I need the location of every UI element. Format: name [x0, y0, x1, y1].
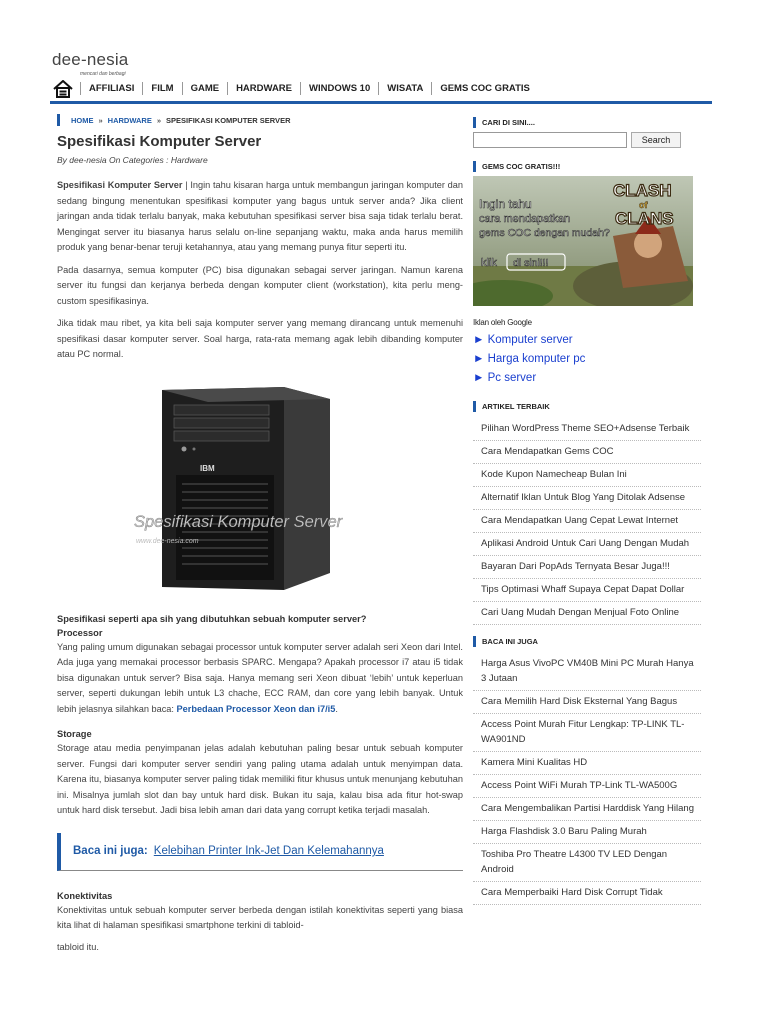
nav-item-affiliasi[interactable]: AFFILIASI: [80, 82, 142, 95]
main-nav: [50, 76, 712, 104]
baca-item[interactable]: Access Point Murah Fitur Lengkap: TP-LINK TL-WA901ND: [473, 714, 701, 752]
image-watermark: www.dee-nesia.com: [136, 537, 199, 545]
gems-widget-title: GEMS COC GRATIS!!!: [473, 160, 703, 172]
svg-text:CLANS: CLANS: [615, 209, 674, 228]
image-brand: IBM: [200, 463, 215, 473]
konektivitas-tail: tabloid itu.: [57, 941, 99, 952]
search-input[interactable]: [473, 132, 627, 148]
google-ad-link[interactable]: ► Harga komputer pc: [473, 353, 586, 365]
article: [57, 113, 463, 955]
paragraph-3: Jika tidak mau ribet, ya kita beli saja komputer server yang memang dirancang untuk memenuhi spesifikasi dasar komputer server. Soal harga, rata-rata memang agak lebih dibanding komputer atau PC normal.: [57, 318, 463, 359]
read-also-label: Baca ini juga:: [73, 845, 148, 857]
artikel-item[interactable]: Tips Optimasi Whaff Supaya Cepat Dapat Dollar: [473, 579, 701, 602]
artikel-widget-title: ARTIKEL TERBAIK: [473, 400, 703, 412]
artikel-item[interactable]: Cara Mendapatkan Uang Cepat Lewat Internet: [473, 510, 701, 533]
svg-text:of: of: [639, 200, 648, 210]
svg-text:CLASH: CLASH: [613, 181, 672, 200]
konektivitas-paragraph: Konektivitas untuk sebuah komputer server berbeda dengan istilah konektivitas seperti yang biasa kita lihat di halaman spesifikasi smartphone terkini di tabloid-: [57, 904, 463, 930]
svg-text:Ingin tahu: Ingin tahu: [479, 197, 532, 211]
artikel-item[interactable]: Kode Kupon Namecheap Bulan Ini: [473, 464, 701, 487]
intro-paragraph: Spesifikasi Komputer Server | Ingin tahu kisaran harga untuk membangun jaringan komputer dan sedang bingung menentukan spesifikasi komputer yang bagus untuk server anda? Jika client jaringan anda tidak terlalu banyak, maka kebutuhan spesifikasi server bisa saja tidak terlalu berat. Mengingat server itu biasanya harus selalu on-line sepanjang waktu, maka anda harus memilih produk yang benar-benar teruji ketahannya, atau yang memang punya fitur seperti itu.: [57, 180, 463, 252]
read-also-link[interactable]: Kelebihan Printer Ink-Jet Dan Kelemahannya: [153, 845, 384, 857]
sidebar: [473, 116, 703, 905]
baca-item[interactable]: Harga Flashdisk 3.0 Baru Paling Murah: [473, 821, 701, 844]
breadcrumb-current: SPESIFIKASI KOMPUTER SERVER: [166, 115, 291, 125]
storage-paragraph: Storage atau media penyimpanan jelas adalah kebutuhan paling besar untuk sebuah komputer server. Fungsi dari komputer server sendiri yang paling utama adalah untuk menyimpan data. Karena itu, biasanya komputer server paling tidak memiliki fitur khusus untuk menunjang kebutuhan ini. Misalnya jumlah slot dan bay untuk hard disk. Bukan itu saja, kalau bisa ada fitur hot-swap untuk hard disk tersebut. Jadi bisa lebih aman dari data yang corrupt ketika terjadi masalah.: [57, 743, 463, 815]
search-widget-title: CARI DI SINI....: [473, 116, 703, 128]
nav-item-windows-10[interactable]: WINDOWS 10: [300, 82, 378, 95]
baca-item[interactable]: Kamera Mini Kualitas HD: [473, 752, 701, 775]
question-heading: Spesifikasi seperti apa sih yang dibutuhkan sebuah komputer server?: [57, 613, 367, 624]
storage-heading: Storage: [57, 729, 92, 739]
site-logo[interactable]: [52, 50, 128, 77]
processor-heading: Processor: [57, 627, 103, 638]
baca-item[interactable]: Cara Memperbaiki Hard Disk Corrupt Tidak: [473, 882, 701, 905]
post-title: Spesifikasi Komputer Server: [57, 133, 262, 150]
baca-item[interactable]: Cara Mengembalikan Partisi Harddisk Yang Hilang: [473, 798, 701, 821]
artikel-item[interactable]: Aplikasi Android Untuk Cari Uang Dengan Mudah: [473, 533, 701, 556]
artikel-item[interactable]: Pilihan WordPress Theme SEO+Adsense Terbaik: [473, 418, 701, 441]
nav-item-film[interactable]: FILM: [142, 82, 181, 95]
search-form: [473, 132, 703, 148]
baca-widget-title: BACA INI JUGA: [473, 635, 703, 647]
search-button[interactable]: Search: [631, 132, 681, 148]
svg-text:gems COC dengan mudah?: gems COC dengan mudah?: [479, 227, 610, 239]
google-ads: [473, 331, 703, 388]
processor-paragraph: Yang paling umum digunakan sebagai processor untuk komputer server adalah seri Xeon dari Intel. Ada juga yang memakai processor berbasis SPARC. Mengapa? Apakah processor i7 atau i5 tidak bisa digunakan untuk server? Bisa saja. Hanya memang seri Xeon dibuat ‘lebih’ untuk keperluan server, seperti dukungan lebih untuk L3 chache, ECC RAM, dan core yang lebih banyak. Untuk lebih jelasnya silahkan baca: Perbedaan Processor Xeon dan i7/i5.: [57, 641, 463, 714]
server-image: [134, 375, 386, 600]
nav-item-hardware[interactable]: HARDWARE: [227, 82, 300, 95]
breadcrumb-hardware[interactable]: HARDWARE: [107, 115, 152, 125]
read-also-box: [57, 833, 463, 871]
artikel-item[interactable]: Alternatif Iklan Untuk Blog Yang Ditolak Adsense: [473, 487, 701, 510]
google-ads-label: Iklan oleh Google: [473, 318, 532, 327]
google-ad-link[interactable]: ► Pc server: [473, 372, 537, 384]
nav-item-wisata[interactable]: WISATA: [378, 82, 431, 95]
baca-list: [473, 653, 703, 905]
artikel-item[interactable]: Bayaran Dari PopAds Ternyata Besar Juga!!!: [473, 556, 701, 579]
artikel-item[interactable]: Cari Uang Mudah Dengan Menjual Foto Online: [473, 602, 701, 625]
breadcrumb-home[interactable]: HOME: [71, 115, 94, 125]
svg-text:klik: klik: [481, 257, 497, 269]
site-tagline: mencari dan berbagi: [80, 71, 126, 77]
post-meta: By dee-nesia On Categories : Hardware: [57, 155, 208, 165]
home-icon[interactable]: [50, 77, 76, 101]
baca-item[interactable]: Toshiba Pro Theatre L4300 TV LED Dengan Android: [473, 844, 701, 882]
image-caption: Spesifikasi Komputer Server: [134, 512, 343, 531]
paragraph-2: Pada dasarnya, semua komputer (PC) bisa digunakan sebagai server jaringan. Namun karena server itu fungsi dan kerjanya berbeda dengan komputer client (workstation), kita perlu meng-custom spesifikasinya.: [57, 264, 463, 306]
svg-text:di sini!!!: di sini!!!: [513, 257, 549, 269]
breadcrumb: HOME » HARDWARE » SPESIFIKASI KOMPUTER SERVER: [57, 113, 463, 127]
processor-link[interactable]: Perbedaan Processor Xeon dan i7/i5: [176, 703, 336, 714]
svg-text:cara mendapatkan: cara mendapatkan: [479, 213, 571, 225]
google-ad-link[interactable]: ► Komputer server: [473, 334, 573, 346]
nav-item-game[interactable]: GAME: [182, 82, 228, 95]
artikel-list: [473, 418, 703, 625]
clash-of-clans-banner[interactable]: [473, 176, 693, 306]
site-name: dee-nesia: [52, 50, 129, 69]
konektivitas-heading: Konektivitas: [57, 890, 113, 901]
baca-item[interactable]: Cara Memilih Hard Disk Eksternal Yang Bagus: [473, 691, 701, 714]
baca-item[interactable]: Access Point WiFi Murah TP-Link TL-WA500G: [473, 775, 701, 798]
artikel-item[interactable]: Cara Mendapatkan Gems COC: [473, 441, 701, 464]
baca-item[interactable]: Harga Asus VivoPC VM40B Mini PC Murah Hanya 3 Jutaan: [473, 653, 701, 691]
nav-item-gems-coc[interactable]: GEMS COC GRATIS: [431, 82, 538, 95]
